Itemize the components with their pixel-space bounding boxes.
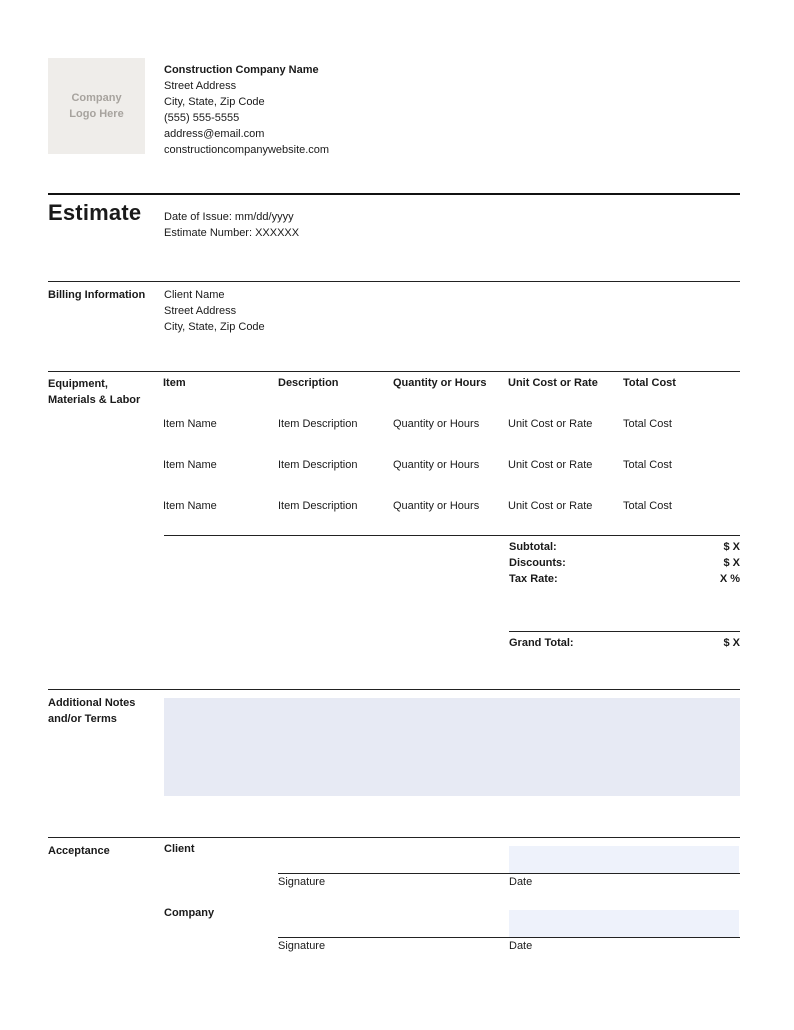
company-email: address@email.com bbox=[164, 128, 265, 140]
client-signature-field[interactable] bbox=[278, 846, 508, 873]
table-cell[interactable]: Item Description bbox=[278, 418, 358, 430]
billing-divider bbox=[48, 281, 740, 282]
client-city[interactable]: City, State, Zip Code bbox=[164, 321, 265, 333]
tax-rate-value[interactable]: X % bbox=[719, 573, 740, 585]
table-cell[interactable]: Unit Cost or Rate bbox=[508, 418, 593, 430]
billing-info bbox=[164, 287, 265, 335]
client-date-field[interactable] bbox=[509, 846, 739, 873]
notes-label-line1: Additional Notes bbox=[48, 697, 136, 709]
acceptance-label: Acceptance bbox=[48, 845, 110, 857]
subtotal-value[interactable]: $ X bbox=[723, 541, 740, 553]
company-website: constructioncompanywebsite.com bbox=[164, 144, 330, 156]
company-phone: (555) 555-5555 bbox=[164, 112, 240, 124]
company-signature-line bbox=[278, 937, 740, 938]
table-cell[interactable]: Item Name bbox=[163, 500, 217, 512]
company-logo-placeholder bbox=[48, 58, 145, 154]
column-header-description: Description bbox=[278, 377, 339, 389]
table-cell[interactable]: Total Cost bbox=[623, 500, 672, 512]
items-label-line1: Equipment, bbox=[48, 378, 108, 390]
client-name[interactable]: Client Name bbox=[164, 289, 225, 301]
grand-total-label: Grand Total: bbox=[509, 637, 574, 649]
client-street[interactable]: Street Address bbox=[164, 305, 237, 317]
company-signature-caption: Signature bbox=[278, 940, 326, 952]
grand-total-divider bbox=[509, 631, 740, 632]
company-info bbox=[164, 62, 329, 158]
items-divider bbox=[48, 371, 740, 372]
acceptance-divider bbox=[48, 837, 740, 838]
billing-label: Billing Information bbox=[48, 289, 146, 301]
header-divider bbox=[48, 193, 740, 195]
company-name: Construction Company Name bbox=[164, 64, 319, 76]
discounts-label: Discounts: bbox=[509, 557, 566, 569]
notes-label-line2: and/or Terms bbox=[48, 713, 117, 725]
table-cell[interactable]: Total Cost bbox=[623, 418, 672, 430]
column-header-item: Item bbox=[163, 377, 186, 389]
table-cell[interactable]: Quantity or Hours bbox=[393, 500, 480, 512]
table-cell[interactable]: Item Description bbox=[278, 459, 358, 471]
logo-placeholder-line2: Logo Here bbox=[69, 108, 124, 120]
company-date-field[interactable] bbox=[509, 910, 739, 937]
table-cell[interactable]: Unit Cost or Rate bbox=[508, 459, 593, 471]
table-cell[interactable]: Item Name bbox=[163, 459, 217, 471]
logo-placeholder-line1: Company bbox=[71, 92, 122, 104]
estimate-title: Estimate bbox=[48, 200, 142, 225]
items-section-label bbox=[48, 376, 140, 408]
table-cell[interactable]: Unit Cost or Rate bbox=[508, 500, 593, 512]
company-signature-label: Company bbox=[164, 907, 215, 919]
column-header-quantity: Quantity or Hours bbox=[393, 377, 487, 389]
tax-rate-label: Tax Rate: bbox=[509, 573, 558, 585]
company-date-caption: Date bbox=[509, 940, 533, 952]
estimate-number[interactable]: Estimate Number: XXXXXX bbox=[164, 227, 300, 239]
notes-textarea[interactable] bbox=[164, 698, 740, 796]
company-signature-field[interactable] bbox=[278, 910, 508, 937]
grand-total-value[interactable]: $ X bbox=[723, 637, 740, 649]
client-signature-caption: Signature bbox=[278, 876, 326, 888]
client-signature-line bbox=[278, 873, 740, 874]
table-cell[interactable]: Total Cost bbox=[623, 459, 672, 471]
column-header-total-cost: Total Cost bbox=[623, 377, 676, 389]
column-header-unit-cost: Unit Cost or Rate bbox=[508, 377, 598, 389]
client-signature-label: Client bbox=[164, 843, 195, 855]
discounts-value[interactable]: $ X bbox=[723, 557, 740, 569]
items-label-line2: Materials & Labor bbox=[48, 394, 141, 406]
estimate-meta bbox=[164, 209, 299, 241]
subtotal-label: Subtotal: bbox=[509, 541, 557, 553]
table-cell[interactable]: Quantity or Hours bbox=[393, 459, 480, 471]
date-of-issue[interactable]: Date of Issue: mm/dd/yyyy bbox=[164, 211, 294, 223]
table-cell[interactable]: Item Name bbox=[163, 418, 217, 430]
notes-divider bbox=[48, 689, 740, 690]
items-total-divider bbox=[164, 535, 740, 536]
company-street: Street Address bbox=[164, 80, 237, 92]
table-cell[interactable]: Item Description bbox=[278, 500, 358, 512]
table-cell[interactable]: Quantity or Hours bbox=[393, 418, 480, 430]
notes-label bbox=[48, 695, 135, 727]
client-date-caption: Date bbox=[509, 876, 533, 888]
company-city: City, State, Zip Code bbox=[164, 96, 265, 108]
